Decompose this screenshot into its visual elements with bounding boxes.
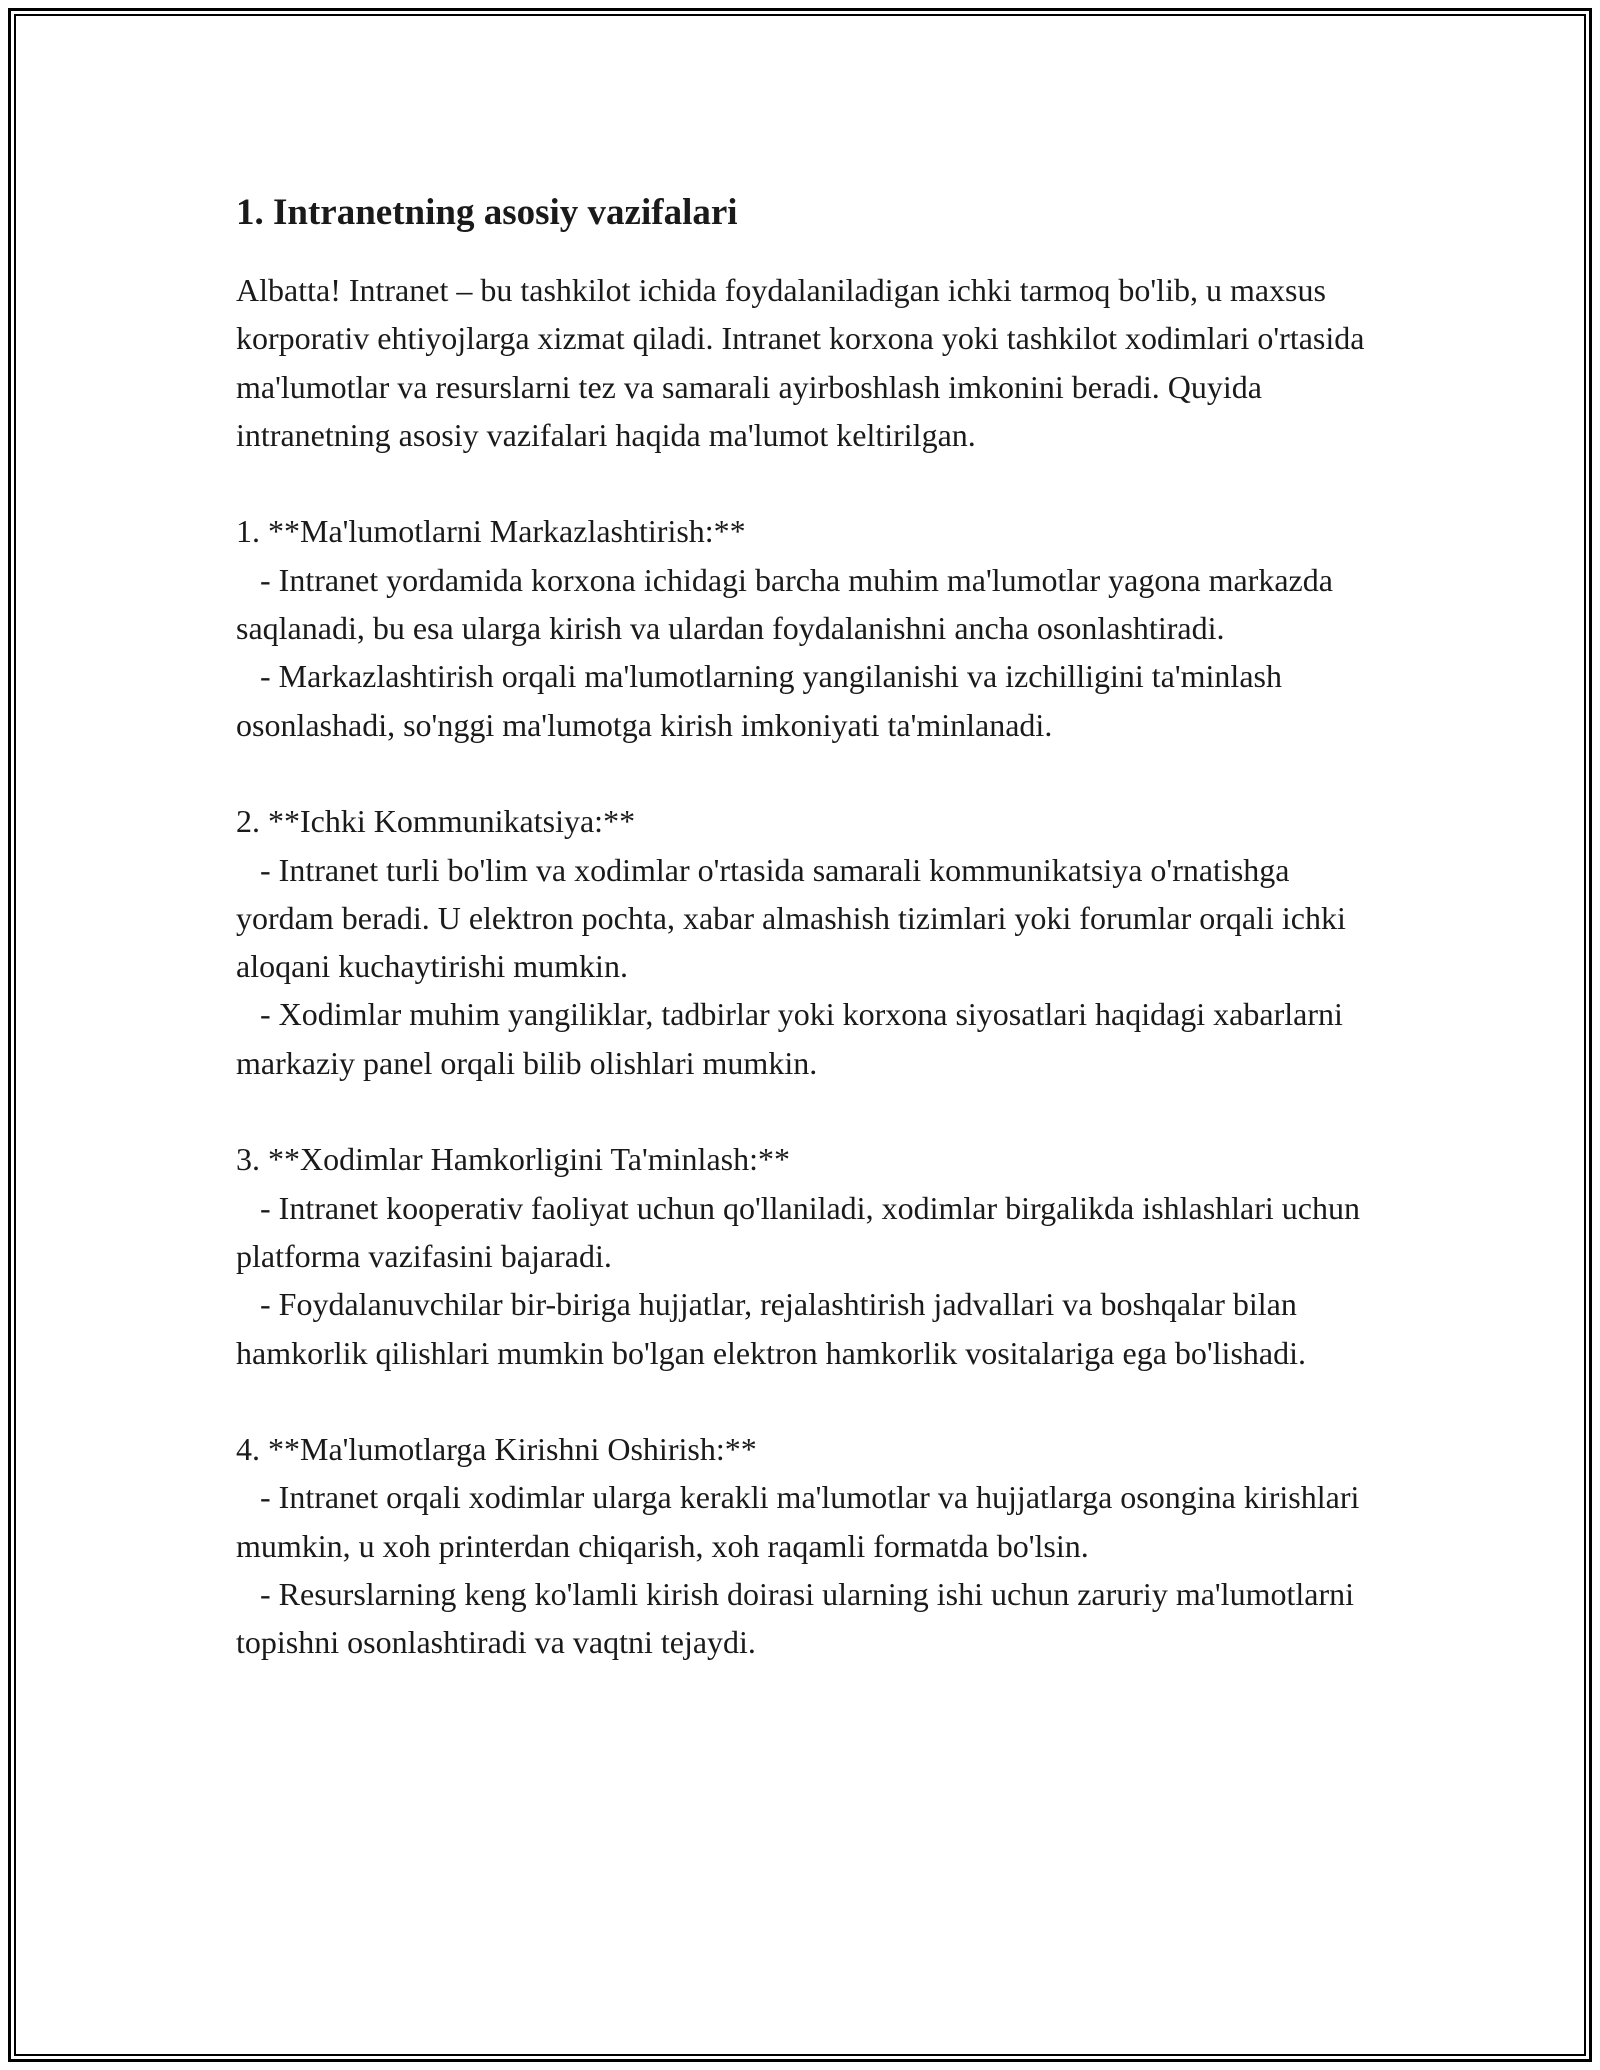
document-body: [236, 186, 1386, 1667]
section-bullet: - Intranet orqali xodimlar ularga kerakli ma'lumotlar va hujjatlarga osongina kirishlari mumkin, u xoh printerdan chiqarish, xoh raqamli formatda bo'lsin.: [236, 1479, 1368, 1564]
section-heading: 1. **Ma'lumotlarni Markazlashtirish:**: [236, 513, 746, 550]
section-bullet: - Intranet kooperativ faoliyat uchun qo'llaniladi, xodimlar birgalikda ishlashlari uchun platforma vazifasini bajaradi.: [236, 1189, 1368, 1274]
section-bullet: - Intranet turli bo'lim va xodimlar o'rtasida samarali kommunikatsiya o'rnatishga yordam beradi. U elektron pochta, xabar almashish tizimlari yoki forumlar orqali ichki aloqani kuchaytirishi mumkin.: [236, 851, 1354, 985]
section-4: [236, 1425, 1386, 1666]
section-heading: 4. **Ma'lumotlarga Kirishni Oshirish:**: [236, 1431, 757, 1468]
section-1: [236, 507, 1386, 748]
spacer: [236, 459, 1386, 507]
document-title: 1. Intranetning asosiy vazifalari: [236, 192, 738, 233]
section-bullet: - Resurslarning keng ko'lamli kirish doirasi ularning ishi uchun zaruriy ma'lumotlarni topishni osonlashtiradi va vaqtni tejaydi.: [236, 1576, 1362, 1661]
section-bullet: - Markazlashtirish orqali ma'lumotlarning yangilanishi va izchilligini ta'minlash osonlashadi, so'nggi ma'lumotga kirish imkoniyati ta'minlanadi.: [236, 658, 1290, 743]
section-bullet: - Intranet yordamida korxona ichidagi barcha muhim ma'lumotlar yagona markazda saqlanadi, bu esa ularga kirish va ulardan foydalanishni ancha osonlashtiradi.: [236, 561, 1341, 647]
section-bullet: - Foydalanuvchilar bir-biriga hujjatlar, rejalashtirish jadvallari va boshqalar bilan hamkorlik qilishlari mumkin bo'lgan elektron hamkorlik vositalariga ega bo'lishadi.: [236, 1286, 1306, 1371]
section-heading: 3. **Xodimlar Hamkorligini Ta'minlash:**: [236, 1141, 790, 1178]
section-3: [236, 1135, 1386, 1376]
spacer: [236, 1087, 1386, 1135]
section-2: [236, 797, 1386, 1087]
section-bullet: - Xodimlar muhim yangiliklar, tadbirlar yoki korxona siyosatlari haqidagi xabarlarni markaziy panel orqali bilib olishlari mumkin.: [236, 996, 1351, 1081]
spacer: [236, 1377, 1386, 1425]
spacer: [236, 749, 1386, 797]
intro-paragraph: Albatta! Intranet – bu tashkilot ichida foydalaniladigan ichki tarmoq bo'lib, u maxsus korporativ ehtiyojlarga xizmat qiladi. Intranet korxona yoki tashkilot xodimlari o'rtasida ma'lumotlar va resurslarni tez va samarali ayirboshlash imkonini beradi. Quyida intranetning asosiy vazifalari haqida ma'lumot keltirilgan.: [236, 272, 1373, 453]
section-heading: 2. **Ichki Kommunikatsiya:**: [236, 803, 636, 840]
